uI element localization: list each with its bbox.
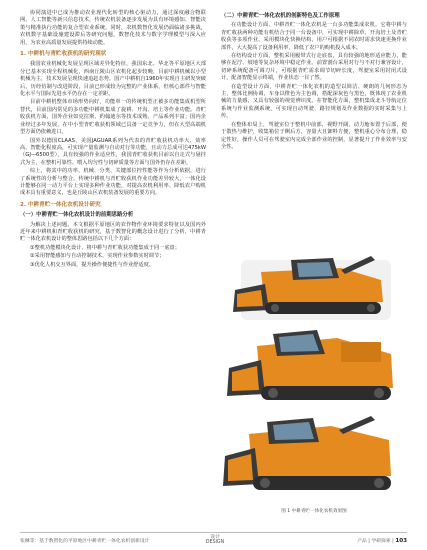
- footer-journal-mark: [200, 535, 230, 545]
- body-paragraph: 在功能设计方面，中耕青贮一体化农机是一台多功能集成农机，它将中耕与青贮收获两种功能有机结合于同一台设备中，可实现中耕除草、开沟培土及青贮收获等多项作业。采用模块化快换结构，用户可根据不同农时需求快速更换作业部件，大大提高了设备利用率，降低了农户的购机投入成本。: [221, 22, 407, 51]
- intro-paragraph: 协同演进中已成为推动农业现代化转型的核心驱动力，通过深度融合物联网、人工智能等新兴信息技术，传统农机装备逐步发展为具有环境感知、智能决策与精准执行功能的复合型农业系统。同时，农机数智化发展仍面临诸多挑战，农机数字基础设施建设滞后等研究问题，数智化技术与数字学理模型与深入应用，为农业高质量发展提供持续动能。: [20, 10, 206, 46]
- page-number: 103: [395, 538, 407, 544]
- footer-section-label: 产品 | 学研探索 |: [357, 539, 394, 544]
- machine-top-view: [233, 256, 391, 320]
- machine-side-view: [227, 330, 393, 400]
- numbered-item: ③优化人机交互界面，提升操作便捷性与作业舒适度。: [30, 261, 154, 268]
- subsection-heading: （一）中耕青贮一体化农机设计的前期思路分析: [20, 212, 134, 219]
- page-footer: [20, 532, 407, 545]
- machine-figure: [221, 250, 407, 506]
- body-paragraph: 目前中耕机整体市场形势向好，功能单一的传统机型正被多功能集成机型所替代，目前国内常见的多功能中耕机集成了旋耕、开沟、培土等作业功能。青贮收获机方面，国外企业如克拉斯、约翰迪尔等技术成熟，产品系列丰富；国内企业经过多年发展，在中小型青贮收获机领域已具备一定竞争力，但在大型高端机型方面仍依赖进口。: [20, 99, 206, 136]
- section-heading-research-status: 1. 中耕机与青贮收获机的研究现状: [20, 51, 107, 58]
- body-paragraph: 我国农业机械化发展呈现区域差异化特征，我国东北、华北等平原地区大部分已基本实现全程机械化，西南丘陵山区农机化起步较晚，目前中耕机械以小型机械为主，技术发展呈现快速追赶态势。国产中耕机自1960年实现自主研发突破后，历经仿制与改进阶段，目前已形成较为完整的产业体系，但核心部件与智能化水平与国际先进水平仍存在一定差距。: [20, 61, 206, 98]
- left-column: [20, 10, 206, 270]
- subsection-heading-features: （二）中耕青贮一体化农机的创新特色及工作原理: [221, 13, 340, 19]
- footer-journal-cn: 设计: [210, 535, 220, 540]
- right-column: [221, 10, 407, 152]
- body-paragraph: 在造型设计方面，中耕青贮一体化农机的造型以简洁、硬朗的几何形态为主，整体比例协调，车身以橙色为主色调，搭配深灰色与黑色，既体现了农业机械的力量感，又具有较强的视觉辨识度。在智能化方面，整机集成北斗导航定位系统与作业监测系统，可实现自动驾驶、路径规划及作业数据的实时采集与上传。: [221, 83, 407, 120]
- footer-section: [357, 537, 407, 544]
- footer-journal-en: DESIGN: [205, 540, 225, 545]
- body-paragraph: 在结构设计方面，整机采用履带式行走底盘，具有较强的地形适应能力，能够在泥泞、坡地等复杂环境中稳定作业。前置割台采用对行与不对行兼容设计，切碎系统配备可调刀片，可根据青贮需求调节切碎长度，驾驶室采用封闭式设计，配备智能显示终端，作业状态一目了然。: [221, 53, 407, 82]
- body-paragraph: 在整体布局上，驾驶室位于整机中前部，视野开阔，动力舱布置于后部，便于散热与维护，收集箱位于侧后方，容量大且卸料方便，整机重心分布合理，稳定性好，操作人员可在驾驶室内完成全部作业的控制，显著提升了作业效率与安全性。: [221, 121, 407, 150]
- numbered-item: ②采用智能感知与自动控制技术，实现作业参数实时调节；: [30, 253, 165, 260]
- footer-article-title: 张琳等：基于数智化的平原地区中耕青贮一体化农机创新设计: [20, 539, 150, 544]
- body-paragraph: 国外以德国CLAAS、美国JAGUAR系列为代表的青贮收获机功率大、效率高、智能化程度高，可实现产量监测与自动对行等功能，且动力总成可达475kW（GJ—6500型），具有较强的作业适应性，我国青贮收获机目前以自走式与悬挂式为主，在整机可靠性、喂入均匀性与切碎质量等方面与国外仍存在差距。: [20, 137, 206, 166]
- section-heading-design-research: 2. 中耕青贮一体化农机设计研究: [20, 201, 101, 208]
- machine-rear-view: [223, 416, 391, 490]
- numbered-item: ①整机功能模块化设计，将中耕与青贮收获功能集成于同一底盘；: [30, 244, 180, 251]
- body-paragraph: 综上，将其中的功率、机械、分类、关键部位控性能等作为分析依据，进行了系统性的分析与整合。传统中耕机与青贮收获机作业功能差异较大，一体化设计能够在同一动力平台上实现多种作业功能，对提高农机利用率、降低农户购机成本具有重要意义，也是丘陵山区农机装备发展的重要方向。: [20, 168, 206, 197]
- body-paragraph: 为解决上述问题，本文根据平原地区的农作物作业环境要求特征以及国内外近年来中耕机和青贮收获机的研究，基于数智化的概念设计进行了分析，中耕青贮一体化农机设计的整体思路包括以下几个方面：: [20, 221, 206, 243]
- machine-illustration: [221, 250, 407, 506]
- figure-caption: 图 1 中耕青贮一体化农机效果图: [281, 509, 347, 514]
